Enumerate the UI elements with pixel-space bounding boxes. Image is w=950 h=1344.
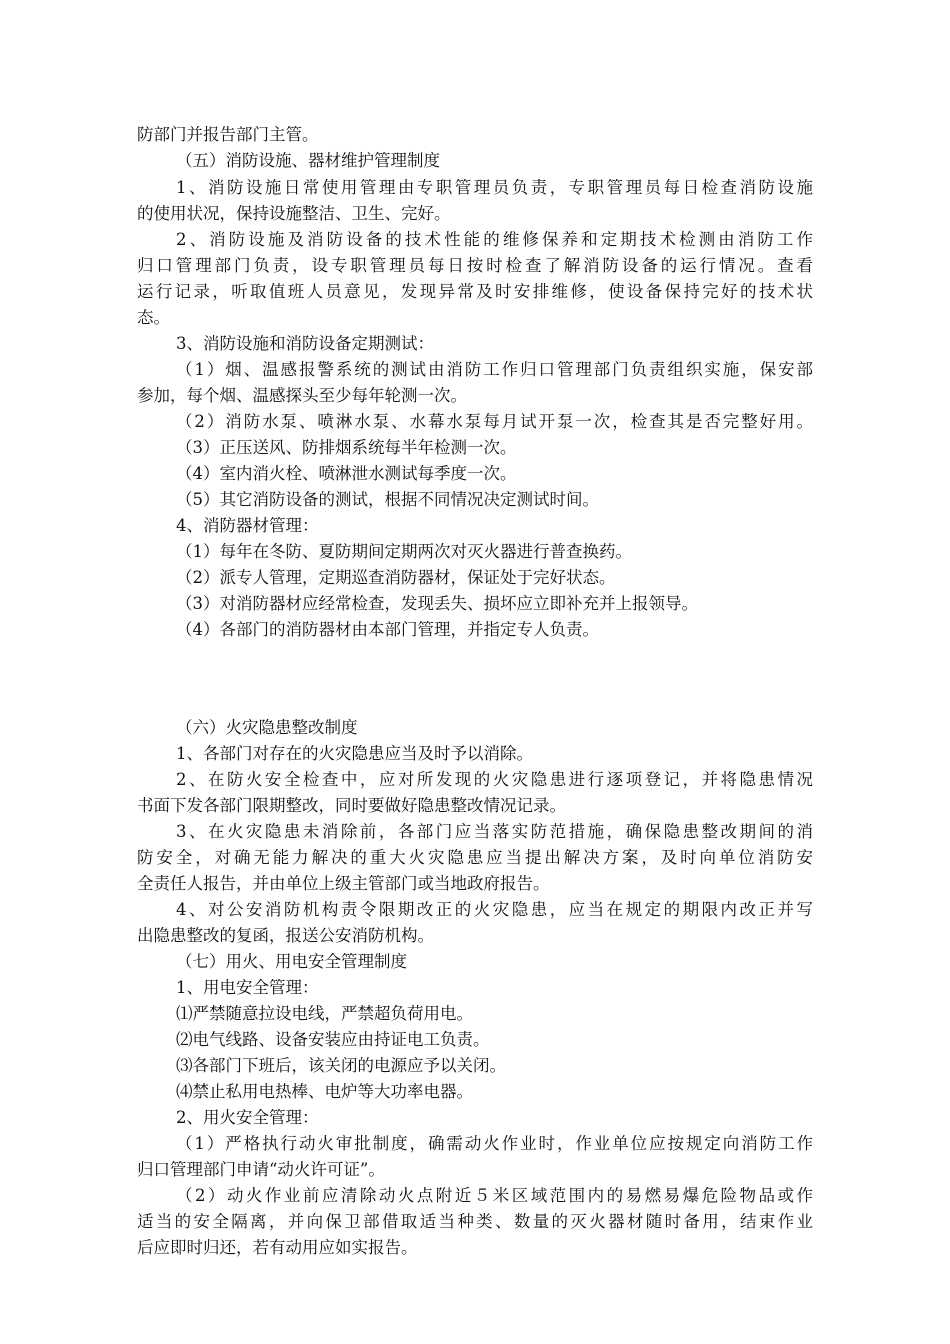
text-line: 参加，每个烟、温感探头至少每年轮测一次。 [137, 386, 467, 405]
text-line: （5）其它消防设备的测试，根据不同情况决定测试时间。 [176, 490, 599, 509]
text-line: 运行记录，听取值班人员意见，发现异常及时安排维修，使设备保持完好的技术状 [137, 282, 813, 301]
text-line: （1）每年在冬防、夏防期间定期两次对灭火器进行普查换药。 [176, 542, 632, 561]
text-line: 归口管理部门申请“动火许可证”。 [137, 1160, 385, 1179]
text-line: 2、消防设施及消防设备的技术性能的维修保养和定期技术检测由消防工作 [176, 230, 813, 249]
text-line: （2）动火作业前应清除动火点附近５米区域范围内的易燃易爆危险物品或作 [176, 1186, 813, 1205]
text-line: （2）派专人管理，定期巡查消防器材，保证处于完好状态。 [176, 568, 616, 587]
text-line: 归口管理部门负责，设专职管理员每日按时检查了解消防设备的运行情况。查看 [137, 256, 813, 275]
text-line: ⑶各部门下班后，该关闭的电源应予以关闭。 [176, 1056, 506, 1075]
section-heading: （五）消防设施、器材维护管理制度 [176, 151, 440, 170]
text-line: （4）室内消火栓、喷淋泄水测试每季度一次。 [176, 464, 517, 483]
text-line: （3）正压送风、防排烟系统每半年检测一次。 [176, 438, 517, 457]
text-line: 适当的安全隔离，并向保卫部借取适当种类、数量的灭火器材随时备用，结束作业 [137, 1212, 813, 1231]
text-line: 的使用状况，保持设施整洁、卫生、完好。 [137, 204, 451, 223]
text-line: （2）消防水泵、喷淋水泵、水幕水泵每月试开泵一次，检查其是否完整好用。 [176, 412, 813, 431]
text-line: （1）严格执行动火审批制度，确需动火作业时，作业单位应按规定向消防工作 [176, 1134, 813, 1153]
text-line: ⑴严禁随意拉设电线，严禁超负荷用电。 [176, 1004, 473, 1023]
text-line: 2、用火安全管理： [176, 1108, 319, 1127]
text-line: 全责任人报告，并由单位上级主管部门或当地政府报告。 [137, 874, 550, 893]
text-line: 后应即时归还，若有动用应如实报告。 [137, 1238, 418, 1257]
section-heading: （六）火灾隐患整改制度 [176, 718, 358, 737]
text-line: （3）对消防器材应经常检查，发现丢失、损坏应立即补充并上报领导。 [176, 594, 698, 613]
text-line: 4、对公安消防机构责令限期改正的火灾隐患，应当在规定的期限内改正并写 [176, 900, 813, 919]
text-line: 1、各部门对存在的火灾隐患应当及时予以消除。 [176, 744, 533, 763]
text-line: 防部门并报告部门主管。 [137, 125, 319, 144]
text-line: 3、在火灾隐患未消除前，各部门应当落实防范措施，确保隐患整改期间的消 [176, 822, 813, 841]
text-line: 出隐患整改的复函，报送公安消防机构。 [137, 926, 434, 945]
text-line: 1、消防设施日常使用管理由专职管理员负责，专职管理员每日检查消防设施 [176, 178, 813, 197]
text-line: 2、在防火安全检查中，应对所发现的火灾隐患进行逐项登记，并将隐患情况 [176, 770, 813, 789]
text-line: 4、消防器材管理： [176, 516, 319, 535]
text-line: 态。 [137, 308, 170, 327]
text-line: ⑵电气线路、设备安装应由持证电工负责。 [176, 1030, 490, 1049]
text-line: 防安全，对确无能力解决的重大火灾隐患应当提出解决方案，及时向单位消防安 [137, 848, 813, 867]
section-heading: （七）用火、用电安全管理制度 [176, 952, 407, 971]
text-line: 3、消防设施和消防设备定期测试： [176, 334, 434, 353]
text-line: （1）烟、温感报警系统的测试由消防工作归口管理部门负责组织实施，保安部 [176, 360, 813, 379]
text-line: ⑷禁止私用电热棒、电炉等大功率电器。 [176, 1082, 473, 1101]
text-line: 1、用电安全管理： [176, 978, 319, 997]
text-line: （4）各部门的消防器材由本部门管理，并指定专人负责。 [176, 620, 599, 639]
text-line: 书面下发各部门限期整改，同时要做好隐患整改情况记录。 [137, 796, 566, 815]
